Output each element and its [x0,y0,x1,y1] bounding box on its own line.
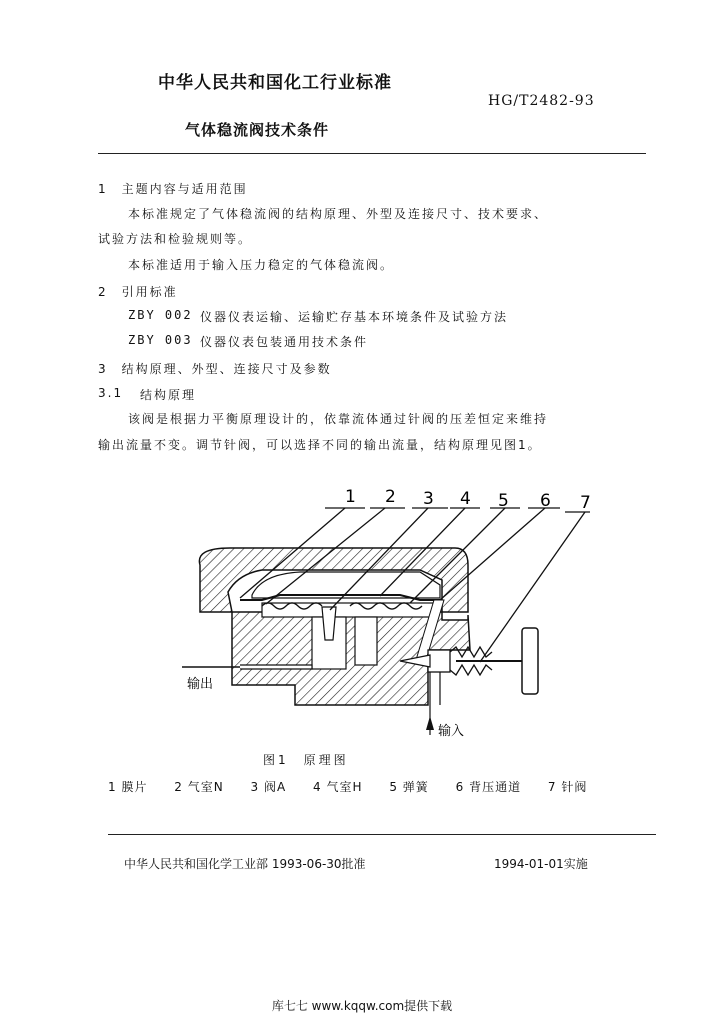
callout-3: 3 [423,489,434,509]
reference-2-code: ZBY 003 [128,333,193,347]
outlet-label: 输出 [187,677,214,692]
inlet-label: 输入 [438,724,465,739]
standard-code: HG/T2482-93 [488,93,595,109]
document-title: 气体稳流阀技术条件 [185,121,330,139]
valve-schematic-figure [180,485,591,745]
section-1-heading: 1 主题内容与适用范围 [98,182,248,196]
needle-valve-seat [428,650,450,672]
header-rule [98,153,646,154]
section-1-para-2: 本标准适用于输入压力稳定的气体稳流阀。 [128,258,395,272]
legend-item: 7 针阀 [547,780,588,794]
needle-valve-knob [522,628,538,694]
figure-caption: 图1 原理图 [263,753,349,767]
standard-category-title: 中华人民共和国化工行业标准 [158,73,392,93]
chamber-h [262,603,437,617]
section-3-1-heading: 结构原理 [140,388,197,402]
valve-a-stem [322,607,336,640]
section-1-para-1-line-1: 本标准规定了气体稳流阀的结构原理、外型及连接尺寸、技术要求、 [128,207,549,221]
callout-7: 7 [580,493,591,513]
inlet-arrow [426,716,434,730]
section-3-1-para-line-2: 输出流量不变。调节针阀，可以选择不同的输出流量，结构原理见图1。 [98,438,542,452]
approval-authority: 中华人民共和国化学工业部 1993-06-30批准 [124,857,366,871]
callout-2: 2 [385,487,396,507]
section-1-para-1-line-2: 试验方法和检验规则等。 [98,232,253,246]
footer-rule [108,834,656,835]
download-watermark: 库七七 www.kqqw.com提供下载 [271,999,453,1013]
figure-legend [108,778,609,795]
outlet-channel [240,665,312,669]
reference-1-title: 仪器仪表运输、运输贮存基本环境条件及试验方法 [200,310,509,324]
reference-1-code: ZBY 002 [128,308,193,322]
legend-item: 4 气室H [313,780,363,794]
central-channel [355,617,377,665]
callout-6: 6 [540,491,551,511]
reference-2-title: 仪器仪表包装通用技术条件 [200,335,369,349]
section-3-1-para-line-1: 该阀是根据力平衡原理设计的，依靠流体通过针阀的压差恒定来维持 [128,412,549,426]
legend-item: 5 弹簧 [389,780,429,794]
legend-item: 1 膜片 [108,780,148,794]
section-2-heading: 2 引用标准 [98,285,178,299]
legend-item: 2 气室N [174,780,224,794]
callout-5: 5 [498,491,509,511]
legend-item: 3 阀A [250,780,287,794]
section-3-heading: 3 结构原理、外型、连接尺寸及参数 [98,362,332,376]
section-3-1-number: 3.1 [98,386,124,400]
effective-date: 1994-01-01实施 [494,857,588,871]
callout-4: 4 [460,489,471,509]
callout-1: 1 [345,487,356,507]
legend-item: 6 背压通道 [455,780,522,794]
